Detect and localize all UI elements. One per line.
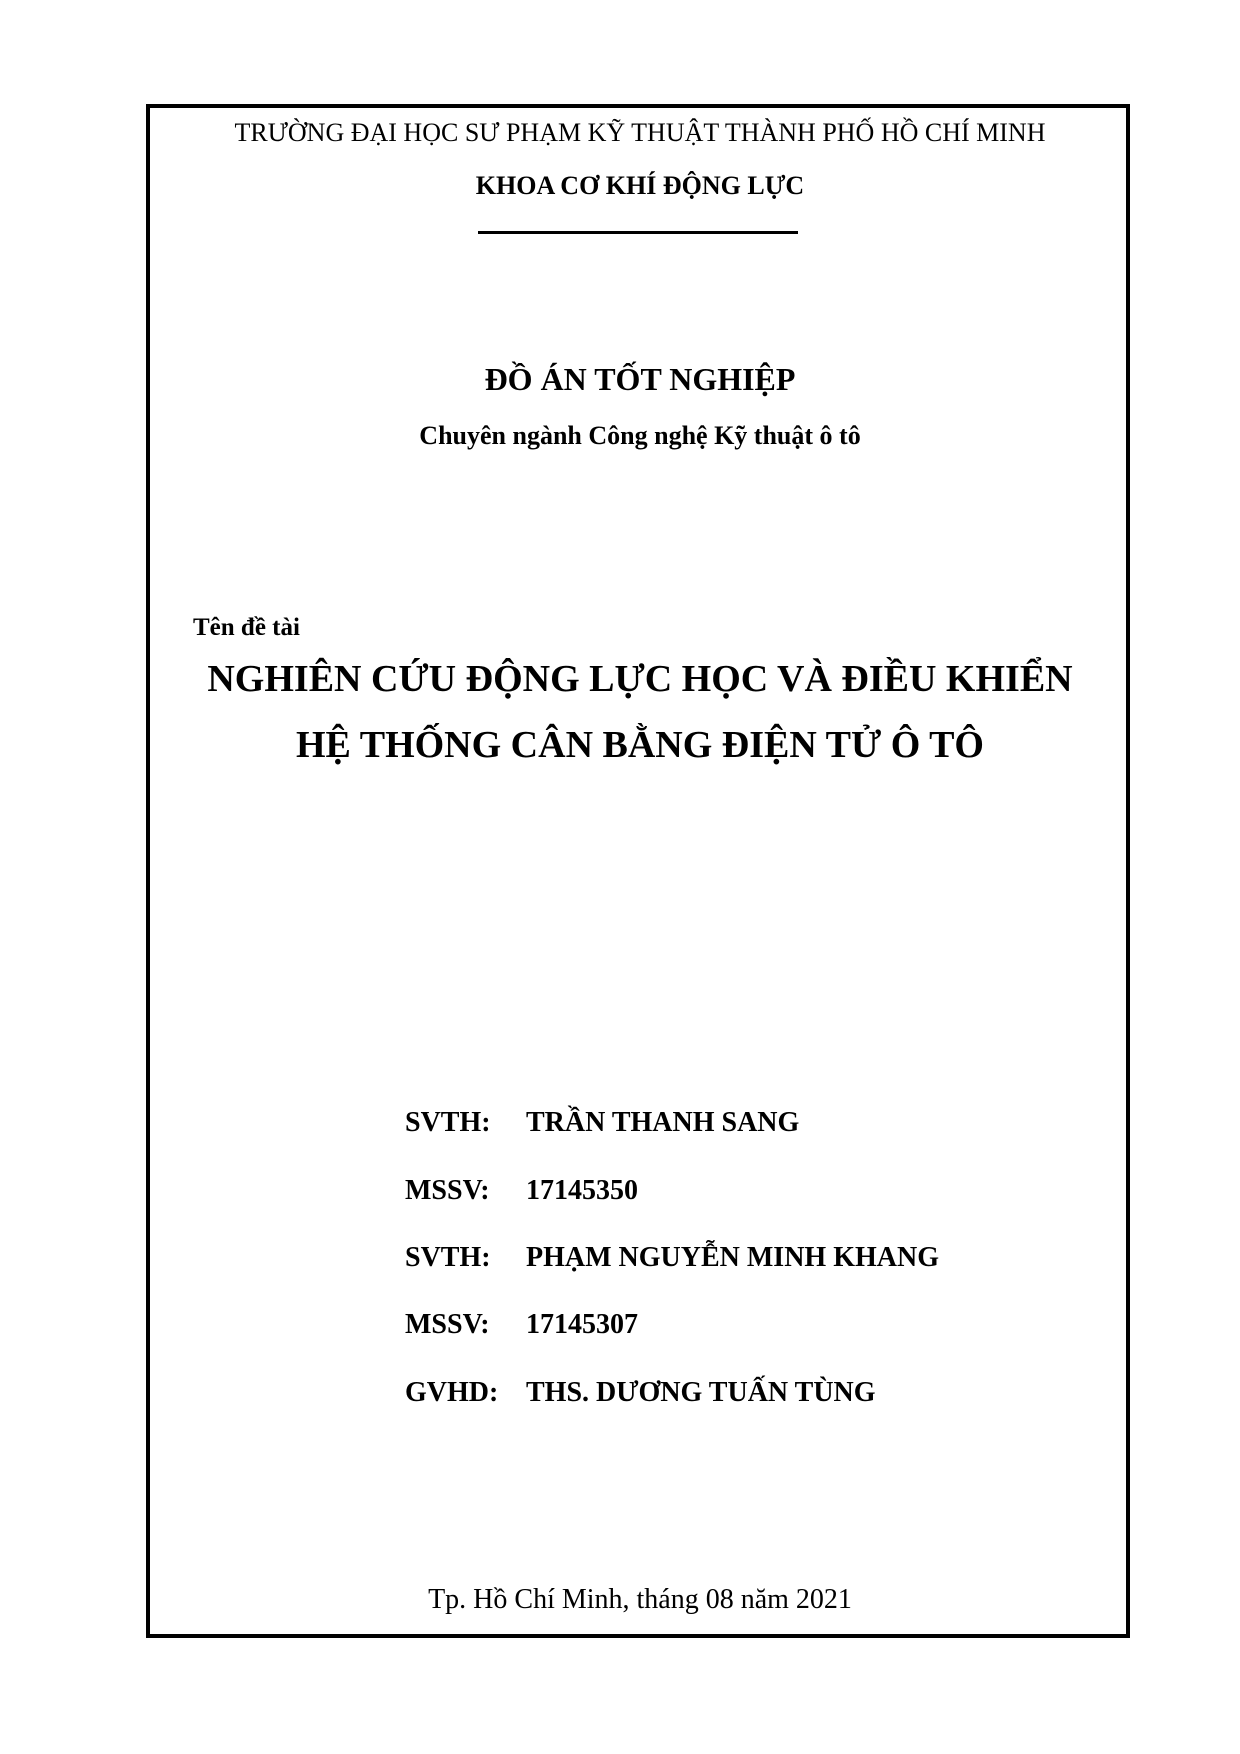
place-date: Tp. Hồ Chí Minh, tháng 08 năm 2021 [428,1584,852,1615]
major: Chuyên ngành Công nghệ Kỹ thuật ô tô [419,421,861,450]
info-value: 17145307 [526,1309,638,1340]
info-label: GVHD: [405,1377,499,1408]
info-label: SVTH: [405,1242,491,1273]
info-value: TRẦN THANH SANG [526,1107,800,1138]
topic-title-line-1: NGHIÊN CỨU ĐỘNG LỰC HỌC VÀ ĐIỀU KHIỂN [207,658,1073,700]
university-name: TRƯỜNG ĐẠI HỌC SƯ PHẠM KỸ THUẬT THÀNH PHỐ HỒ CHÍ MINH [234,118,1046,147]
info-label: SVTH: [405,1107,491,1138]
document-type: ĐỒ ÁN TỐT NGHIỆP [484,361,796,397]
faculty-name: KHOA CƠ KHÍ ĐỘNG LỰC [475,171,805,200]
topic-label: Tên đề tài [193,614,300,641]
header-divider [478,231,798,234]
info-label: MSSV: [405,1309,490,1340]
info-value: THS. DƯƠNG TUẤN TÙNG [526,1377,876,1408]
info-label: MSSV: [405,1175,490,1206]
info-value: 17145350 [526,1175,638,1206]
info-value: PHẠM NGUYỄN MINH KHANG [526,1242,939,1273]
topic-title-line-2: HỆ THỐNG CÂN BẰNG ĐIỆN TỬ Ô TÔ [296,724,984,766]
